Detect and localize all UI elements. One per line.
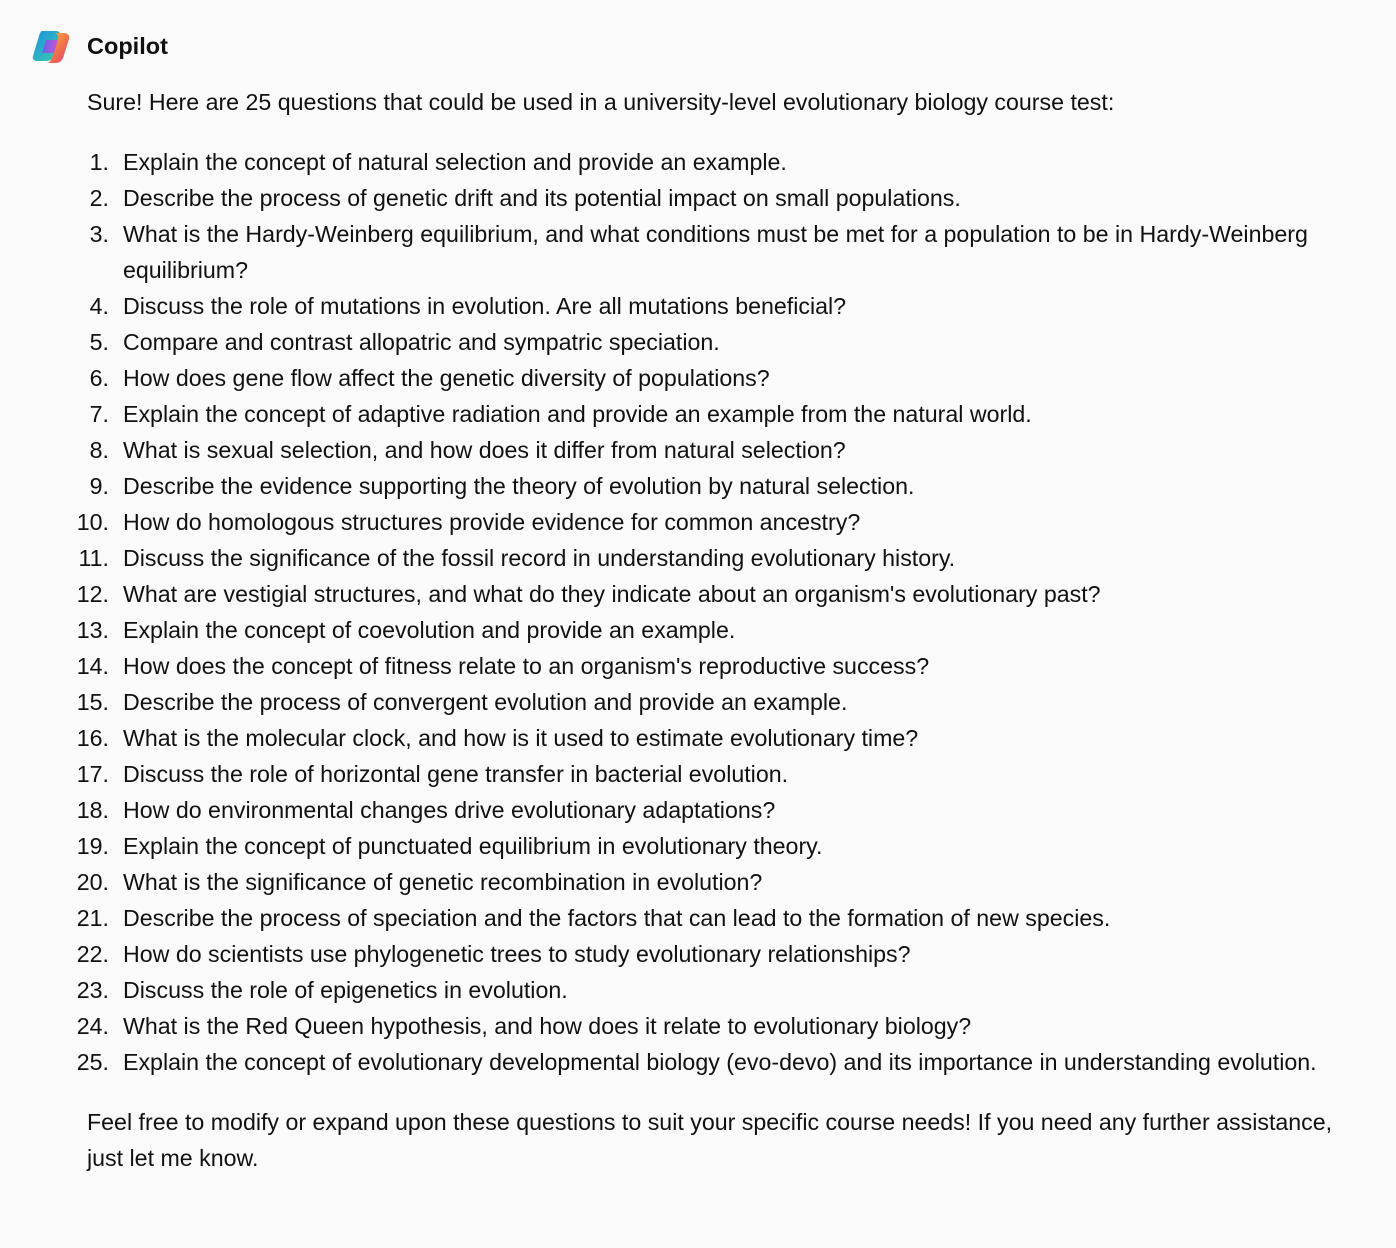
- list-item-text: Discuss the role of epigenetics in evolution.: [123, 977, 568, 1003]
- list-item-number: 2.: [89, 185, 109, 211]
- list-item-number: 10.: [76, 509, 109, 535]
- list-item-text: How does gene flow affect the genetic diversity of populations?: [123, 365, 770, 391]
- list-item-number: 25.: [76, 1049, 109, 1075]
- list-item: [87, 144, 1337, 180]
- list-item-text: Describe the evidence supporting the theory of evolution by natural selection.: [123, 473, 915, 499]
- list-item-number: 23.: [76, 977, 109, 1003]
- list-item-text: What is the molecular clock, and how is it used to estimate evolutionary time?: [123, 725, 919, 751]
- list-item-number: 14.: [76, 653, 109, 679]
- copilot-logo-icon: [30, 25, 72, 67]
- list-item: [78, 540, 1337, 576]
- list-item: [87, 216, 1337, 288]
- list-item: [76, 684, 1337, 720]
- list-item-number: 12.: [76, 581, 109, 607]
- list-item: [76, 756, 1337, 792]
- list-item: [76, 828, 1337, 864]
- list-item: [76, 900, 1337, 936]
- list-item: [76, 1008, 1337, 1044]
- list-item-number: 6.: [89, 365, 109, 391]
- list-item-number: 20.: [76, 869, 109, 895]
- list-item-number: 17.: [76, 761, 109, 787]
- list-item-number: 8.: [89, 437, 109, 463]
- list-item-number: 18.: [76, 797, 109, 823]
- list-item-text: How do scientists use phylogenetic trees to study evolutionary relationships?: [123, 941, 911, 967]
- list-item-text: Describe the process of speciation and the factors that can lead to the formation of new species.: [123, 905, 1111, 931]
- list-item: [76, 864, 1337, 900]
- list-item: [76, 504, 1337, 540]
- list-item: [87, 432, 1337, 468]
- list-item-number: 3.: [89, 221, 109, 247]
- list-item: [87, 288, 1337, 324]
- list-item: [76, 612, 1337, 648]
- list-item-text: What is the significance of genetic recombination in evolution?: [123, 869, 763, 895]
- list-item-text: Discuss the role of horizontal gene transfer in bacterial evolution.: [123, 761, 789, 787]
- list-item-text: How do homologous structures provide evidence for common ancestry?: [123, 509, 861, 535]
- list-item-text: Explain the concept of punctuated equilibrium in evolutionary theory.: [123, 833, 823, 859]
- list-item-text: How do environmental changes drive evolutionary adaptations?: [123, 797, 776, 823]
- list-item-number: 15.: [76, 689, 109, 715]
- message-body: [76, 84, 1337, 1176]
- list-item-number: 5.: [89, 329, 109, 355]
- list-item: [87, 360, 1337, 396]
- list-item: [76, 648, 1337, 684]
- questions-list: [76, 144, 1337, 1080]
- list-item-text: What is the Hardy-Weinberg equilibrium, and what conditions must be met for a population to be in Hardy-Weinberg equilibrium?: [123, 221, 1308, 283]
- intro-text: Sure! Here are 25 questions that could be used in a university-level evolutionary biology course test:: [87, 89, 1115, 115]
- list-item: [76, 576, 1337, 612]
- list-item: [87, 468, 1337, 504]
- list-item: [76, 720, 1337, 756]
- list-item: [76, 972, 1337, 1008]
- message-author: Copilot: [87, 33, 168, 59]
- outro-text: Feel free to modify or expand upon these questions to suit your specific course needs! If you need any further assistance, just let me know.: [87, 1109, 1333, 1171]
- list-item-number: 22.: [76, 941, 109, 967]
- list-item-number: 1.: [89, 149, 109, 175]
- list-item: [87, 396, 1337, 432]
- message-header: [30, 25, 168, 67]
- list-item: [76, 792, 1337, 828]
- list-item-text: Describe the process of convergent evolution and provide an example.: [123, 689, 848, 715]
- list-item-text: What are vestigial structures, and what do they indicate about an organism's evolutionary past?: [123, 581, 1101, 607]
- list-item-text: Explain the concept of adaptive radiation and provide an example from the natural world.: [123, 401, 1032, 427]
- list-item-text: How does the concept of fitness relate to an organism's reproductive success?: [123, 653, 930, 679]
- list-item: [76, 936, 1337, 972]
- list-item: [87, 324, 1337, 360]
- list-item-text: Discuss the significance of the fossil record in understanding evolutionary history.: [123, 545, 956, 571]
- list-item-number: 7.: [89, 401, 109, 427]
- list-item-number: 13.: [76, 617, 109, 643]
- list-item-text: Discuss the role of mutations in evolution. Are all mutations beneficial?: [123, 293, 847, 319]
- list-item-number: 16.: [76, 725, 109, 751]
- list-item-text: Describe the process of genetic drift and its potential impact on small populations.: [123, 185, 961, 211]
- list-item-text: Compare and contrast allopatric and sympatric speciation.: [123, 329, 720, 355]
- list-item: [76, 1044, 1337, 1080]
- list-item-number: 11.: [78, 545, 109, 571]
- list-item-number: 21.: [76, 905, 109, 931]
- list-item: [87, 180, 1337, 216]
- list-item-number: 4.: [89, 293, 109, 319]
- list-item-text: Explain the concept of evolutionary developmental biology (evo-devo) and its importance in understanding evolution.: [123, 1049, 1317, 1075]
- list-item-text: Explain the concept of natural selection and provide an example.: [123, 149, 787, 175]
- list-item-text: What is sexual selection, and how does it differ from natural selection?: [123, 437, 846, 463]
- list-item-text: Explain the concept of coevolution and provide an example.: [123, 617, 736, 643]
- list-item-text: What is the Red Queen hypothesis, and how does it relate to evolutionary biology?: [123, 1013, 972, 1039]
- list-item-number: 19.: [76, 833, 109, 859]
- list-item-number: 24.: [76, 1013, 109, 1039]
- list-item-number: 9.: [89, 473, 109, 499]
